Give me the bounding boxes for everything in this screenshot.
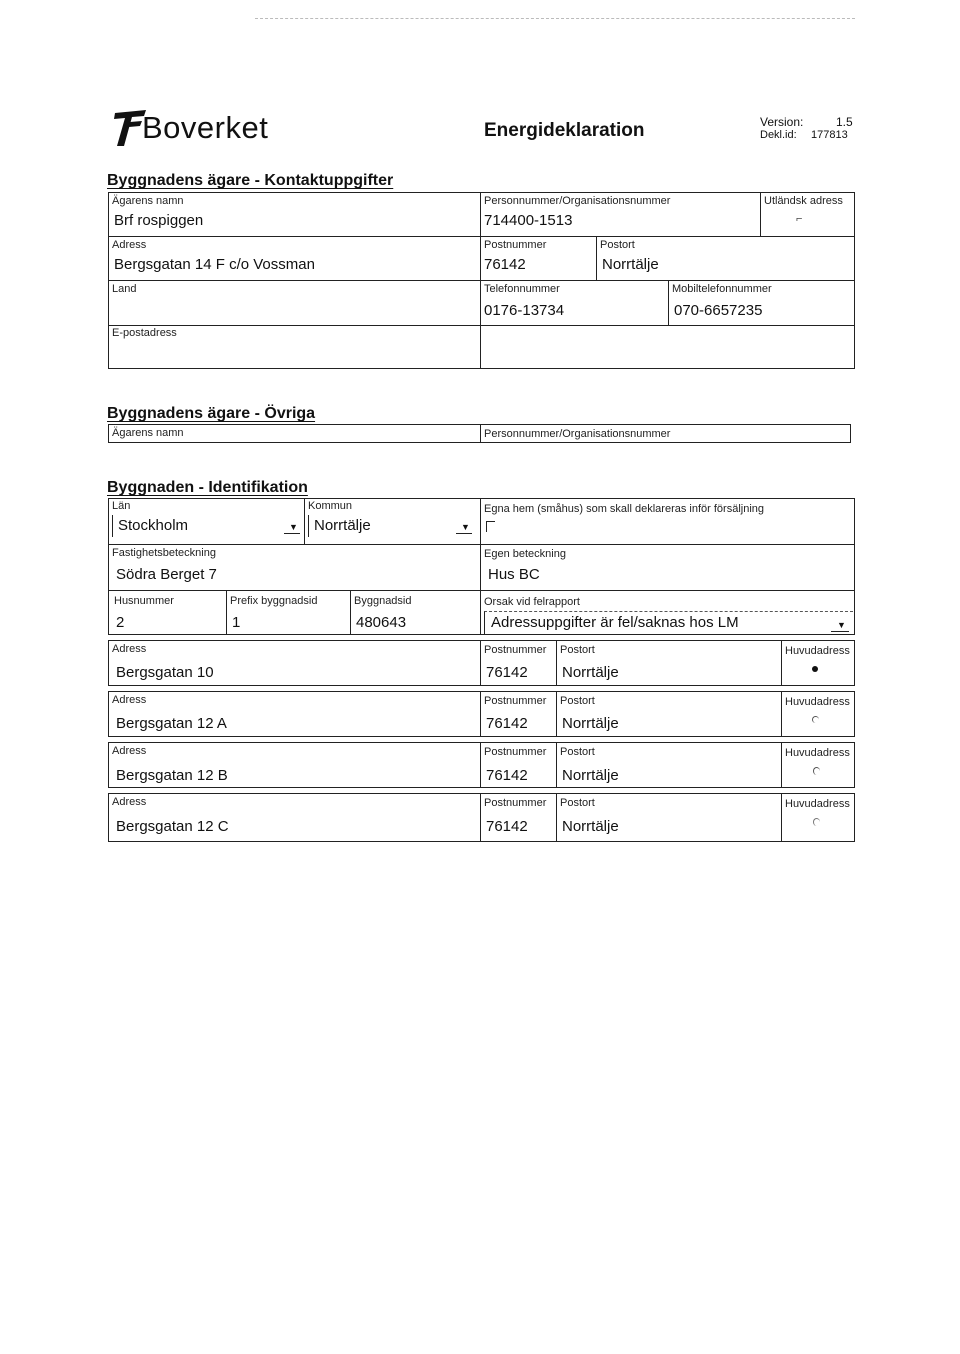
address-row-divider	[556, 640, 557, 686]
phone-field[interactable]: 0176-13734	[484, 302, 565, 319]
kommun-select-value: Norrtälje	[314, 517, 371, 534]
section-title-identification: Byggnaden - Identifikation	[107, 479, 308, 496]
lan-select-value: Stockholm	[118, 517, 189, 534]
radio-icon[interactable]	[812, 716, 819, 723]
identification-divider	[350, 590, 351, 635]
address-label: Adress	[112, 796, 147, 808]
postort-field[interactable]: Norrtälje	[562, 664, 619, 681]
address-row-divider	[556, 793, 557, 842]
address-field[interactable]: Bergsgatan 12 B	[116, 767, 228, 784]
section-title-other-owners: Byggnadens ägare - Övriga	[107, 405, 316, 422]
contact-row-line	[108, 325, 855, 326]
scan-artifact	[255, 18, 855, 19]
address-label: Adress	[112, 239, 147, 251]
owner-name-label: Ägarens namn	[112, 195, 184, 207]
brand-name: Boverket	[142, 110, 269, 145]
country-label: Land	[112, 283, 137, 295]
email-label: E-postadress	[112, 327, 177, 339]
orgnr-field[interactable]: 714400-1513	[484, 212, 573, 229]
kommun-label: Kommun	[308, 500, 353, 512]
main-address-label: Huvudadress	[785, 798, 850, 810]
identification-divider	[226, 590, 227, 635]
address-row-divider	[556, 742, 557, 788]
orsak-select-value: Adressuppgifter är fel/saknas hos LM	[491, 614, 739, 631]
version-value: 1.5	[836, 115, 853, 129]
postnr-field[interactable]: 76142	[486, 818, 528, 835]
mobile-label: Mobiltelefonnummer	[672, 283, 772, 295]
address-row-divider	[556, 691, 557, 737]
postort-label: Postort	[560, 797, 595, 809]
other-owner-name-label: Ägarens namn	[112, 427, 184, 439]
contact-divider	[668, 280, 669, 325]
egen-beteckning-field[interactable]: Hus BC	[488, 566, 540, 583]
address-row-divider	[781, 691, 782, 737]
address-label: Adress	[112, 745, 147, 757]
main-address-label: Huvudadress	[785, 645, 850, 657]
lan-select[interactable]	[112, 515, 301, 537]
identification-row-line	[108, 590, 855, 591]
postort-label: Postort	[560, 746, 595, 758]
postort-field[interactable]: Norrtälje	[562, 715, 619, 732]
address-field[interactable]: Bergsgatan 14 F c/o Vossman	[114, 256, 315, 273]
orsak-select[interactable]	[484, 611, 853, 634]
postort-field[interactable]: Norrtälje	[602, 256, 659, 273]
radio-icon[interactable]	[812, 666, 818, 672]
postort-field[interactable]: Norrtälje	[562, 818, 619, 835]
dropdown-underline	[456, 533, 472, 534]
lan-label: Län	[112, 500, 131, 512]
address-row-divider	[781, 793, 782, 842]
contact-row-line	[108, 236, 855, 237]
postnr-label: Postnummer	[484, 644, 547, 656]
page-title: Energideklaration	[484, 120, 645, 141]
dropdown-arrow-icon[interactable]: ▼	[837, 620, 846, 630]
main-address-label: Huvudadress	[785, 747, 850, 759]
postnr-label: Postnummer	[484, 797, 547, 809]
kommun-select[interactable]	[308, 515, 477, 537]
radio-icon[interactable]	[813, 818, 820, 826]
fastighet-field[interactable]: Södra Berget 7	[116, 566, 217, 583]
address-field[interactable]: Bergsgatan 12 A	[116, 715, 227, 732]
owner-name-field[interactable]: Brf rospiggen	[114, 212, 204, 229]
address-field[interactable]: Bergsgatan 10	[116, 664, 214, 681]
orgnr-label: Personnummer/Organisationsnummer	[484, 195, 671, 207]
radio-icon[interactable]	[813, 767, 820, 775]
orsak-label: Orsak vid felrapport	[484, 596, 580, 608]
byggnadsid-field[interactable]: 480643	[356, 614, 407, 631]
fastighet-label: Fastighetsbeteckning	[112, 547, 216, 559]
identification-divider	[480, 498, 481, 635]
other-owners-divider	[480, 424, 481, 443]
deklid-label: Dekl.id:	[760, 129, 797, 141]
address-row-divider	[480, 793, 481, 842]
foreign-address-checkbox[interactable]: ⌐	[796, 213, 803, 225]
husnummer-label: Husnummer	[114, 595, 174, 607]
byggnadsid-label: Byggnadsid	[354, 595, 412, 607]
postnr-field[interactable]: 76142	[484, 256, 526, 273]
postort-field[interactable]: Norrtälje	[562, 767, 619, 784]
foreign-address-label: Utländsk adress	[764, 195, 843, 207]
postnr-label: Postnummer	[484, 746, 547, 758]
address-label: Adress	[112, 694, 147, 706]
postnr-field[interactable]: 76142	[486, 664, 528, 681]
section-title-contact: Byggnadens ägare - Kontaktuppgifter	[107, 172, 394, 189]
address-row-divider	[480, 742, 481, 788]
postnr-label: Postnummer	[484, 695, 547, 707]
address-field[interactable]: Bergsgatan 12 C	[116, 818, 229, 835]
mobile-field[interactable]: 070-6657235	[674, 302, 763, 319]
egen-beteckning-label: Egen beteckning	[484, 548, 566, 560]
contact-divider	[760, 192, 761, 236]
address-row-divider	[480, 640, 481, 686]
contact-divider	[596, 236, 597, 280]
version-label: Version:	[760, 115, 804, 129]
egna-hem-label: Egna hem (småhus) som skall deklareras inför försäljning	[484, 503, 765, 515]
postnr-field[interactable]: 76142	[486, 715, 528, 732]
identification-row-line	[108, 544, 855, 545]
postnr-field[interactable]: 76142	[486, 767, 528, 784]
postort-label: Postort	[560, 644, 595, 656]
egna-hem-checkbox[interactable]	[486, 521, 495, 532]
postort-label: Postort	[600, 239, 635, 251]
deklid-value: 177813	[811, 129, 848, 141]
postnr-label: Postnummer	[484, 239, 547, 251]
prefix-field[interactable]: 1	[232, 614, 241, 631]
address-label: Adress	[112, 643, 147, 655]
main-address-label: Huvudadress	[785, 696, 850, 708]
husnummer-field[interactable]: 2	[116, 614, 125, 631]
dropdown-underline	[284, 533, 300, 534]
dropdown-arrow-icon[interactable]: ▼	[289, 522, 298, 532]
address-row-divider	[781, 640, 782, 686]
dropdown-arrow-icon[interactable]: ▼	[461, 522, 470, 532]
address-row-divider	[480, 691, 481, 737]
address-row-frame	[108, 640, 855, 686]
postort-label: Postort	[560, 695, 595, 707]
dropdown-underline	[831, 631, 849, 632]
address-row-divider	[781, 742, 782, 788]
phone-label: Telefonnummer	[484, 283, 560, 295]
contact-row-line	[108, 280, 855, 281]
prefix-label: Prefix byggnadsid	[230, 595, 318, 607]
other-orgnr-label: Personnummer/Organisationsnummer	[484, 428, 671, 440]
identification-divider	[304, 498, 305, 544]
